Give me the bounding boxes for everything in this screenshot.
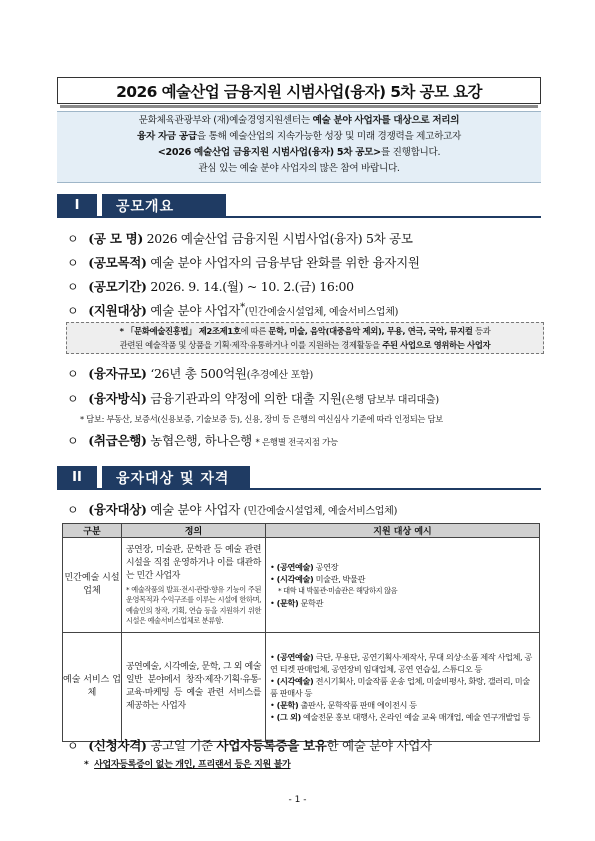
example-item: • (공연예술) 공연장 [270, 562, 339, 572]
bullet: ㅇ [67, 367, 79, 381]
item-text: 농협은행, 하나은행 [146, 433, 256, 448]
example-text: 문학관 [298, 598, 324, 608]
item-subtext: (민간예술시설업체, 예술서비스업체) [244, 307, 399, 318]
item-subtext: * 은행별 전국지점 가능 [255, 438, 338, 448]
table-header: 정의 [122, 524, 266, 538]
item-subtext: (은행 담보부 대리대출) [341, 395, 439, 406]
example-text: 공연장 [313, 562, 339, 572]
definition-text: 공연장, 미술관, 문학관 등 예술 관련 시설을 직접 운영하거나 이를 대관하는 민간 사업자 [126, 544, 261, 581]
document-title-box [57, 77, 541, 104]
definition-note: * 예술작품의 발표·전시·관람·향유 기능이 주된 운영목적과 수익구조를 이루는 시설에 한하며, 예술인의 창작, 기획, 연습 등을 지원하기 위한 시설은 예술서비스업체로 분류함. [126, 584, 261, 625]
example-item: • (문학) 출판사, 문학작품 판매 에이전시 등 [270, 700, 417, 710]
intro-line-2 [57, 129, 541, 145]
example-label: (그 외) [276, 712, 301, 722]
item-text: 한 예술 분야 사업자 [326, 738, 432, 753]
example-text: 극단, 무용단, 공연기획사·제작사, 무대 의상·소품 제작 사업체, 공연 티켓 판매업체, 공연장비 임대업체, 공연 연습실, 스튜디오 등 [270, 652, 532, 674]
section-title: 융자대상 및 자격 [102, 466, 250, 489]
item-subtext: (민간예술시설업체, 예술서비스업체) [243, 506, 398, 517]
note-line-2 [67, 338, 543, 352]
table-header: 지원 대상 예시 [266, 524, 540, 538]
section-divider [57, 216, 541, 218]
intro-text: 를 진행합니다. [380, 147, 441, 158]
note-text: 관련된 예술작품 및 상품을 기획·제작·유통하거나 이를 지원하는 경제활동을 [119, 340, 383, 350]
item-text: 2026. 9. 14.(월) ~ 10. 2.(금) 16:00 [146, 279, 354, 294]
item-text: 예술 분야 사업자 [146, 502, 244, 517]
item-label: (지원대상) [88, 303, 147, 318]
table-row [63, 633, 540, 742]
item-subtext: (추경예산 포함) [246, 370, 313, 381]
example-text: 예술전문 홍보 대행사, 온라인 예술 교육 매개업, 예술 연구개발업 등 [300, 712, 530, 722]
section-number: I [57, 194, 97, 217]
example-cell [266, 538, 540, 633]
loan-item [67, 364, 313, 382]
example-item: • (공연예술) 극단, 무용단, 공연기획사·제작사, 무대 의상·소품 제작 사업체, 공연 티켓 판매업체, 공연장비 임대업체, 공연 연습실, 스튜디오 등 [270, 652, 532, 674]
loan-item [67, 431, 338, 449]
overview-item [67, 277, 354, 295]
intro-line-4: 관심 있는 예술 분야 사업자의 많은 참여 바랍니다. [198, 163, 400, 174]
eligibility-table [62, 523, 540, 742]
section-number: II [57, 466, 97, 489]
intro-line-1 [57, 113, 541, 129]
example-item: • (시각예술) 미술관, 박물관 [270, 574, 366, 584]
example-cell [266, 633, 540, 742]
document-title: 2026 예술산업 금융지원 시범사업(융자) 5차 공모 요강 [116, 82, 482, 101]
example-text: 전시기획사, 미술작품 운송 업체, 미술비평사, 화랑, 갤러리, 미술품 판매사 등 [270, 676, 530, 698]
note-bold: * 「문화예술진흥법」 제2조제1호 [119, 326, 241, 336]
example-note: * 대학 내 박물관·미술관은 해당하지 않음 [278, 586, 398, 595]
overview-item [67, 229, 413, 247]
example-label: (공연예술) [276, 652, 314, 662]
example-item: • (그 외) 예술전문 홍보 대행사, 온라인 예술 교육 매개업, 예술 연구개발업 등 [270, 712, 530, 722]
note-text: 사업자등록증이 없는 개인, 프리랜서 등은 지원 불가 [94, 760, 291, 770]
category-cell: 예술 서비스 업체 [63, 633, 122, 742]
item-label: (융자대상) [88, 502, 147, 517]
item-label: (융자방식) [88, 391, 147, 406]
intro-box [57, 111, 541, 183]
bullet: ㅇ [67, 434, 79, 448]
bullet: ㅇ [67, 503, 79, 517]
bullet: ㅇ [67, 232, 79, 246]
intro-bold: 예술 분야 사업자를 대상으로 저리의 [312, 115, 460, 126]
section-divider [57, 488, 541, 490]
example-label: (시각예술) [276, 574, 314, 584]
qualification-item [67, 736, 432, 754]
item-text: 예술 분야 사업자의 금융부담 완화를 위한 융자지원 [146, 255, 420, 270]
target-note-box [66, 322, 544, 354]
item-text: ‘26년 총 500억원 [146, 366, 247, 381]
note-bold: 주된 사업으로 영위하는 사업자 [382, 340, 491, 350]
loan-item [67, 389, 439, 407]
note-line-1 [67, 324, 543, 338]
overview-item [67, 301, 398, 319]
example-item: • (시각예술) 전시기획사, 미술작품 운송 업체, 미술비평사, 화랑, 갤러리, 미술품 판매사 등 [270, 676, 530, 698]
item-label: (공모기간) [88, 279, 147, 294]
item-label: (공모목적) [88, 255, 147, 270]
item-label: (신청자격) [88, 738, 147, 753]
target-item [67, 500, 397, 518]
table-header: 구분 [63, 524, 122, 538]
item-label: (취급은행) [88, 433, 147, 448]
note-bold: 문학, 미술, 음악(대중음악 제외), 무용, 연극, 국악, 뮤지컬 [268, 326, 473, 336]
category-cell: 민간예술 시설업체 [63, 538, 122, 633]
bullet: ㅇ [67, 304, 79, 318]
example-item: • (문학) 문학관 [270, 598, 324, 608]
note-star: * [84, 760, 89, 770]
definition-cell [122, 538, 266, 633]
item-text: 2026 예술산업 금융지원 시범사업(융자) 5차 공모 [142, 231, 413, 246]
intro-bold: <2026 예술산업 금융지원 시범사업(융자) 5차 공모> [157, 147, 381, 158]
item-text: 금융기관과의 약정에 의한 대출 지원 [146, 391, 342, 406]
note-text: 에 따른 [240, 326, 269, 336]
note-text: 등과 [472, 326, 491, 336]
intro-text: 문화체육관광부와 (재)예술경영지원센터는 [138, 115, 313, 126]
definition-cell [122, 633, 266, 742]
section-2-header [57, 466, 541, 489]
intro-text: 을 통해 예술산업의 지속가능한 성장 및 미래 경쟁력을 제고하고자 [196, 131, 461, 142]
example-label: (문학) [276, 598, 299, 608]
overview-item [67, 253, 420, 271]
table-header-row [63, 524, 540, 538]
example-label: (시각예술) [276, 676, 314, 686]
ineligible-note [84, 757, 291, 770]
bullet: ㅇ [67, 256, 79, 270]
example-label: (공연예술) [276, 562, 314, 572]
example-label: (문학) [276, 700, 299, 710]
bullet: ㅇ [67, 739, 79, 753]
section-1-header [57, 194, 541, 217]
footnote-mark: * [240, 301, 245, 313]
item-text: 예술 분야 사업자 [146, 303, 241, 318]
section-title: 공모개요 [102, 194, 226, 217]
intro-line-3 [57, 145, 541, 161]
intro-bold: 융자 자금 공급 [136, 131, 197, 142]
item-bold: 사업자등록증을 보유 [216, 738, 327, 753]
collateral-note: * 담보: 부동산, 보증서(신용보증, 기술보증 등), 신용, 장비 등 은행의 여신심사 기준에 따라 인정되는 담보 [80, 414, 443, 424]
item-label: (공 모 명) [88, 231, 143, 246]
definition-text: 공연예술, 시각예술, 문학, 그 외 예술 일반 분야에서 창작·제작·기획·유통·교육·마케팅 등 예술 관련 서비스를 제공하는 사업자 [126, 662, 261, 711]
item-text: 공고일 기준 [146, 738, 217, 753]
example-text: 미술관, 박물관 [313, 574, 366, 584]
bullet: ㅇ [67, 280, 79, 294]
example-text: 출판사, 문학작품 판매 에이전시 등 [298, 700, 417, 710]
page-number: - 1 - [288, 795, 307, 805]
bullet: ㅇ [67, 392, 79, 406]
table-row [63, 538, 540, 633]
item-label: (융자규모) [88, 366, 147, 381]
